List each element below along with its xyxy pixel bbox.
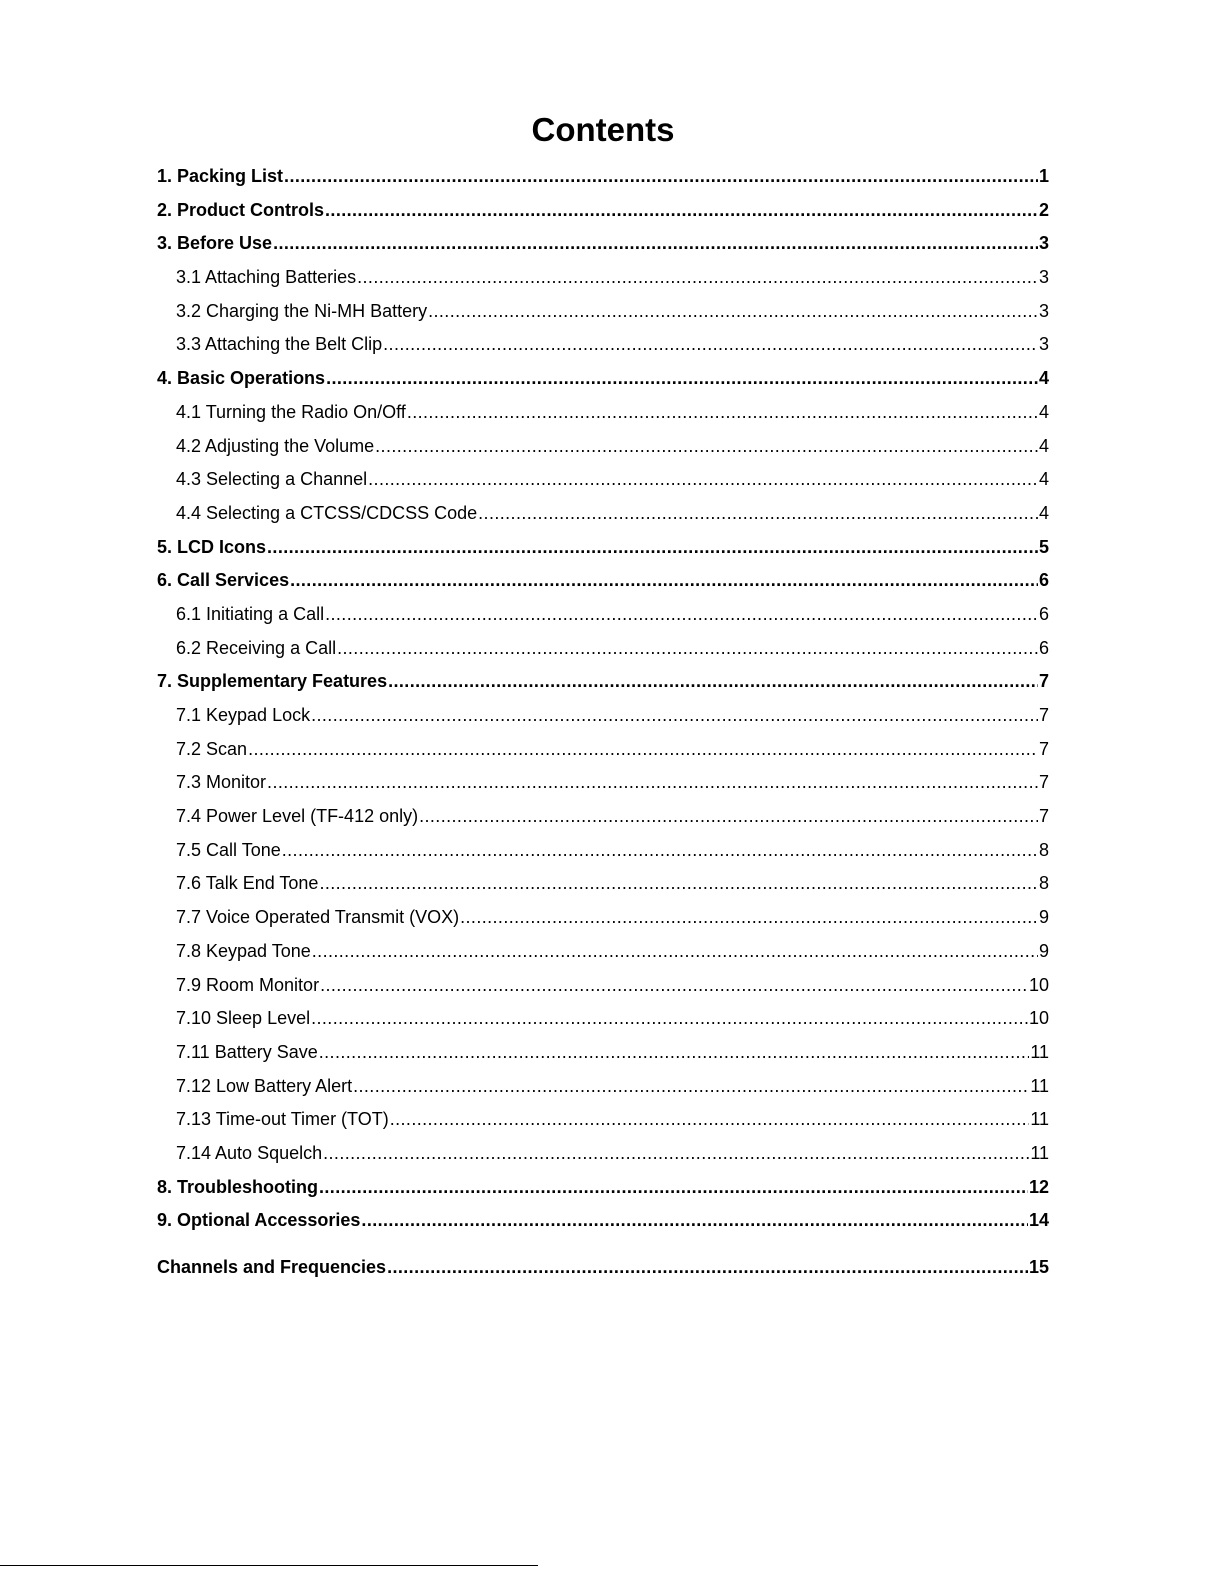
toc-subsection-entry[interactable] [157,265,1049,299]
toc-section-entry[interactable] [157,535,1049,569]
toc-page-number: 4 [1038,502,1049,523]
toc-dot-leader [407,400,1038,424]
toc-entry-label: 7.12 Low Battery Alert [176,1075,353,1096]
toc-entry-label: 4. Basic Operations [157,368,326,389]
toc-section-entry[interactable] [157,568,1049,602]
toc-subsection-entry[interactable] [157,602,1049,636]
toc-subsection-entry[interactable] [157,838,1049,872]
toc-entry-label: 8. Troubleshooting [157,1176,318,1197]
toc-subsection-entry[interactable] [157,1141,1049,1175]
toc-entry-label: 5. LCD Icons [157,536,267,557]
toc-page-number: 5 [1038,536,1049,557]
toc-page-number: 8 [1038,873,1049,894]
toc-subsection-entry[interactable] [157,939,1049,973]
toc-page-number: 11 [1030,1041,1049,1062]
toc-page-number: 3 [1038,233,1049,254]
toc-subsection-entry[interactable] [157,467,1049,501]
toc-subsection-entry[interactable] [157,299,1049,333]
page-title: Contents [531,111,675,148]
toc-subsection-entry[interactable] [157,636,1049,670]
toc-page-number: 11 [1030,1109,1049,1130]
toc-dot-leader [390,1107,1030,1131]
toc-dot-leader [290,568,1038,592]
toc-page-number: 9 [1038,907,1049,928]
table-of-contents [157,164,1049,1289]
toc-dot-leader [325,602,1038,626]
toc-entry-label: 7. Supplementary Features [157,671,388,692]
toc-section-entry[interactable] [157,1175,1049,1209]
toc-subsection-entry[interactable] [157,400,1049,434]
toc-entry-label: 7.14 Auto Squelch [176,1142,323,1163]
toc-dot-leader [419,804,1038,828]
toc-subsection-entry[interactable] [157,1074,1049,1108]
toc-subsection-entry[interactable] [157,501,1049,535]
toc-entry-label: 3.1 Attaching Batteries [176,267,357,288]
toc-page-number: 4 [1038,435,1049,456]
toc-dot-leader [319,1040,1030,1064]
toc-page-number: 3 [1038,300,1049,321]
toc-dot-leader [388,669,1038,693]
toc-section-entry[interactable] [157,164,1049,198]
toc-dot-leader [273,231,1038,255]
toc-page-number: 7 [1038,705,1049,725]
toc-dot-leader [337,636,1038,660]
toc-subsection-entry[interactable] [157,737,1049,771]
toc-subsection-entry[interactable] [157,973,1049,1007]
toc-page-number: 9 [1038,940,1049,961]
toc-page-number: 1 [1038,166,1049,186]
toc-entry-label: 7.13 Time-out Timer (TOT) [176,1109,389,1130]
toc-dot-leader [282,838,1038,862]
toc-page-number: 3 [1038,334,1049,355]
toc-dot-leader [312,939,1038,963]
toc-dot-leader [387,1255,1028,1279]
footer-divider [0,1565,538,1566]
toc-entry-label: 7.1 Keypad Lock [176,705,311,725]
toc-dot-leader [353,1074,1029,1098]
toc-dot-leader [311,1006,1028,1030]
toc-dot-leader [248,737,1038,761]
toc-dot-leader [357,265,1038,289]
toc-section-entry[interactable] [157,198,1049,232]
toc-page-number: 11 [1030,1142,1049,1163]
toc-subsection-entry[interactable] [157,770,1049,804]
toc-section-entry[interactable] [157,1208,1049,1242]
toc-subsection-entry[interactable] [157,1006,1049,1040]
toc-entry-label: 3.3 Attaching the Belt Clip [176,334,383,355]
toc-entry-label: 1. Packing List [157,166,284,186]
toc-dot-leader [478,501,1038,525]
toc-entry-label: 2. Product Controls [157,199,325,220]
toc-section-entry[interactable] [157,1255,1049,1289]
toc-page-number: 3 [1038,267,1049,288]
toc-page-number: 6 [1038,603,1049,624]
toc-subsection-entry[interactable] [157,1107,1049,1141]
toc-page-number: 12 [1028,1176,1049,1197]
toc-dot-leader [320,973,1028,997]
toc-page-number: 7 [1038,738,1049,759]
toc-page-number: 7 [1038,772,1049,793]
toc-entry-label: 9. Optional Accessories [157,1210,361,1231]
toc-subsection-entry[interactable] [157,905,1049,939]
toc-entry-label: 3.2 Charging the Ni-MH Battery [176,300,428,321]
toc-entry-label: 6. Call Services [157,570,290,591]
toc-subsection-entry[interactable] [157,434,1049,468]
toc-page-number: 4 [1038,469,1049,490]
toc-entry-label: 4.1 Turning the Radio On/Off [176,401,406,422]
toc-page-number: 4 [1038,401,1049,422]
toc-subsection-entry[interactable] [157,703,1049,737]
toc-subsection-entry[interactable] [157,332,1049,366]
toc-page-number: 2 [1038,199,1049,220]
toc-entry-label: 7.2 Scan [176,738,248,759]
toc-entry-label: 7.9 Room Monitor [176,974,320,995]
toc-subsection-entry[interactable] [157,871,1049,905]
toc-entry-label: Channels and Frequencies [157,1257,387,1277]
toc-entry-label: 4.4 Selecting a CTCSS/CDCSS Code [176,502,478,523]
toc-page-number: 7 [1038,806,1049,827]
toc-dot-leader [383,332,1038,356]
toc-subsection-entry[interactable] [157,1040,1049,1074]
toc-entry-label: 3. Before Use [157,233,273,254]
toc-entry-label: 4.2 Adjusting the Volume [176,435,375,456]
toc-entry-label: 4.3 Selecting a Channel [176,469,368,490]
toc-section-entry[interactable] [157,231,1049,265]
toc-dot-leader [319,871,1038,895]
toc-page-number: 6 [1038,637,1049,658]
toc-entry-label: 7.7 Voice Operated Transmit (VOX) [176,907,460,928]
toc-page-number: 15 [1028,1257,1049,1277]
toc-dot-leader [325,198,1038,222]
toc-page-number: 6 [1038,570,1049,591]
toc-page-number: 4 [1038,368,1049,389]
toc-entry-label: 7.5 Call Tone [176,839,281,860]
toc-section-entry[interactable] [157,669,1049,703]
toc-entry-label: 7.10 Sleep Level [176,1008,311,1029]
toc-dot-leader [326,366,1038,390]
toc-dot-leader [368,467,1038,491]
toc-dot-leader [284,164,1038,188]
toc-entry-label: 6.1 Initiating a Call [176,603,325,624]
toc-page-number: 8 [1038,839,1049,860]
toc-subsection-entry[interactable] [157,804,1049,838]
toc-dot-leader [319,1175,1028,1199]
toc-dot-leader [323,1141,1029,1165]
toc-entry-label: 7.8 Keypad Tone [176,940,311,961]
toc-page-number: 7 [1038,671,1049,692]
toc-dot-leader [375,434,1038,458]
toc-entry-label: 7.4 Power Level (TF-412 only) [176,806,419,827]
toc-dot-leader [361,1208,1028,1232]
toc-page-number: 14 [1028,1210,1049,1231]
toc-dot-leader [428,299,1038,323]
toc-entry-label: 7.3 Monitor [176,772,267,793]
toc-entry-label: 7.6 Talk End Tone [176,873,319,894]
toc-page-number: 10 [1028,1008,1049,1029]
toc-entry-label: 7.11 Battery Save [176,1041,318,1062]
toc-page-number: 10 [1028,974,1049,995]
toc-page-number: 11 [1030,1075,1049,1096]
toc-dot-leader [311,703,1038,727]
toc-dot-leader [460,905,1038,929]
toc-entry-label: 6.2 Receiving a Call [176,637,337,658]
toc-dot-leader [267,535,1038,559]
toc-dot-leader [267,770,1038,794]
toc-section-entry[interactable] [157,366,1049,400]
